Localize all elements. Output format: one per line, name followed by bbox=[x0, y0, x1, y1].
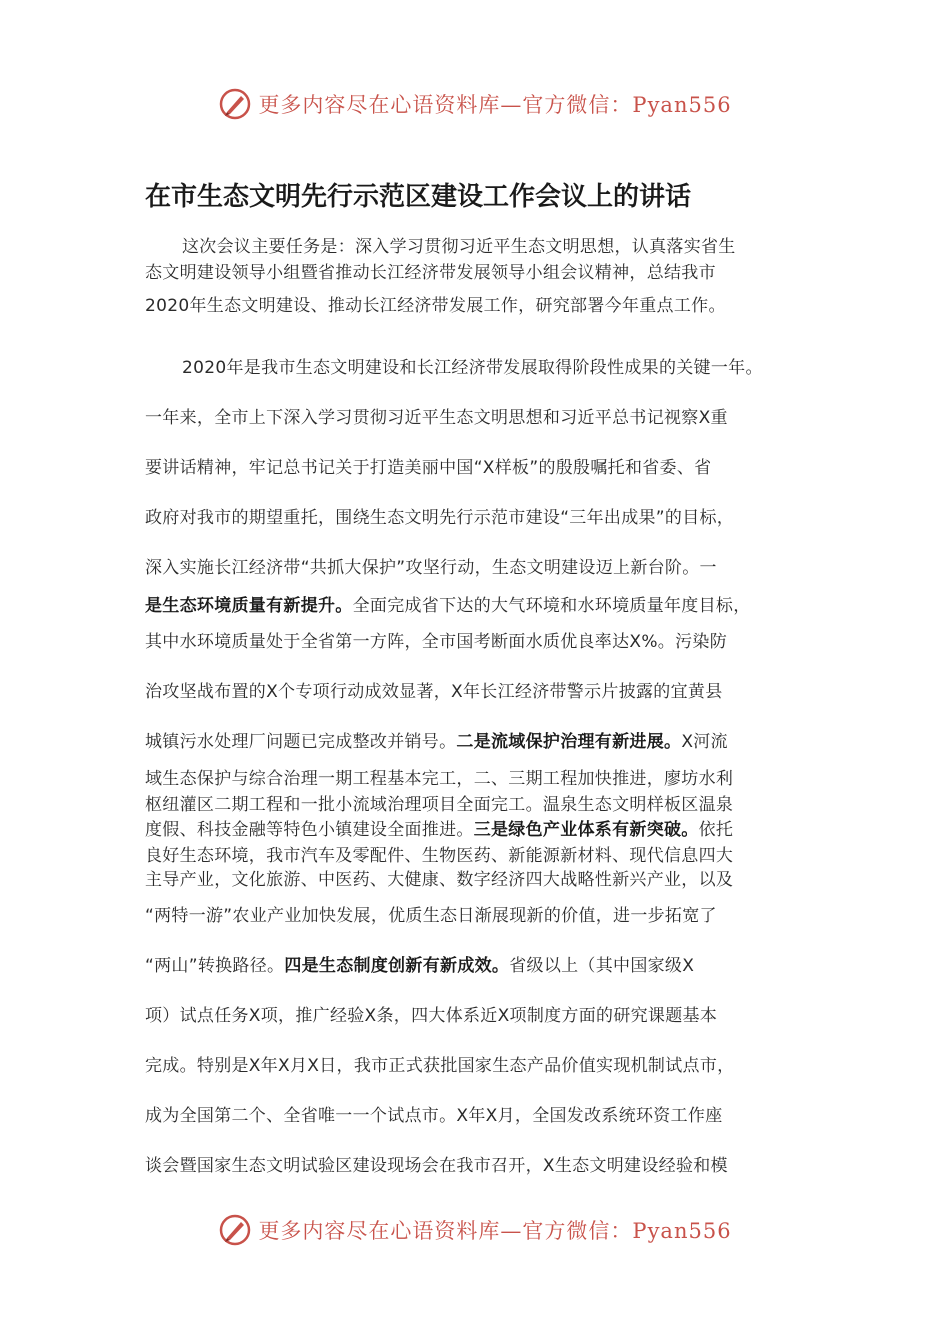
text-line: 治攻坚战布置的X个专项行动成效显著，X年长江经济带警示片披露的宜黄县 bbox=[145, 682, 723, 702]
text-line: 政府对我市的期望重托，围绕生态文明先行示范市建设“三年出成果”的目标， bbox=[145, 508, 735, 528]
text-line: 深入实施长江经济带“共抓大保护”攻坚行动，生态文明建设迈上新台阶。一 bbox=[145, 558, 717, 578]
text-line: 2020年是我市生态文明建设和长江经济带发展取得阶段性成果的关键一年。 bbox=[182, 358, 763, 378]
text-line: 度假、科技金融等特色小镇建设全面推进。三是绿色产业体系有新突破。依托 bbox=[145, 820, 734, 840]
text-line: 2020年生态文明建设、推动长江经济带发展工作，研究部署今年重点工作。 bbox=[145, 296, 726, 316]
point-one-heading: 是生态环境质量有新提升。 bbox=[145, 596, 353, 616]
text-line: 良好生态环境，我市汽车及零配件、生物医药、新能源新材料、现代信息四大 bbox=[145, 846, 734, 866]
text-line: 枢纽灌区二期工程和一批小流域治理项目全面完工。温泉生态文明样板区温泉 bbox=[145, 795, 734, 815]
text-line: 一年来，全市上下深入学习贯彻习近平生态文明思想和习近平总书记视察X重 bbox=[145, 408, 728, 428]
text-line: 谈会暨国家生态文明试验区建设现场会在我市召开，X生态文明建设经验和模 bbox=[145, 1156, 728, 1176]
pen-logo-icon bbox=[218, 87, 252, 121]
header-watermark-banner bbox=[0, 84, 950, 124]
text-line: “两特一游”农业产业加快发展，优质生态日渐展现新的价值，进一步拓宽了 bbox=[145, 906, 717, 926]
pen-logo-icon bbox=[218, 1213, 252, 1247]
header-banner-text: 更多内容尽在心语资料库—官方微信：Pyan556 bbox=[258, 93, 732, 117]
text-line: 完成。特别是X年X月X日，我市正式获批国家生态产品价值实现机制试点市， bbox=[145, 1056, 735, 1076]
footer-watermark-banner bbox=[0, 1210, 950, 1250]
text-line: 主导产业，文化旅游、中医药、大健康、数字经济四大战略性新兴产业，以及 bbox=[145, 870, 734, 890]
text-line: 域生态保护与综合治理一期工程基本完工，二、三期工程加快推进，廖坊水利 bbox=[145, 769, 734, 789]
footer-banner-text: 更多内容尽在心语资料库—官方微信：Pyan556 bbox=[258, 1219, 732, 1243]
text-line: 是生态环境质量有新提升。全面完成省下达的大气环境和水环境质量年度目标， bbox=[145, 596, 751, 616]
text-line: “两山”转换路径。四是生态制度创新有新成效。省级以上（其中国家级X bbox=[145, 956, 695, 976]
point-three-heading: 三是绿色产业体系有新突破。 bbox=[473, 820, 699, 840]
point-two-heading: 二是流域保护治理有新进展。 bbox=[456, 732, 682, 752]
text-line: 成为全国第二个、全省唯一一个试点市。X年X月，全国发改系统环资工作座 bbox=[145, 1106, 723, 1126]
text-line: 项）试点任务X项，推广经验X条，四大体系近X项制度方面的研究课题基本 bbox=[145, 1006, 718, 1026]
text-line: 城镇污水处理厂问题已完成整改并销号。二是流域保护治理有新进展。X河流 bbox=[145, 732, 728, 752]
text-line: 要讲话精神，牢记总书记关于打造美丽中国“X样板”的殷殷嘱托和省委、省 bbox=[145, 458, 712, 478]
text-line: 态文明建设领导小组暨省推动长江经济带发展领导小组会议精神，总结我市 bbox=[145, 263, 716, 283]
text-line: 其中水环境质量处于全省第一方阵，全市国考断面水质优良率达X%。污染防 bbox=[145, 632, 727, 652]
text-line: 这次会议主要任务是：深入学习贯彻习近平生态文明思想，认真落实省生 bbox=[182, 237, 736, 257]
point-four-heading: 四是生态制度创新有新成效。 bbox=[284, 956, 510, 976]
document-title: 在市生态文明先行示范区建设工作会议上的讲话 bbox=[145, 182, 692, 212]
